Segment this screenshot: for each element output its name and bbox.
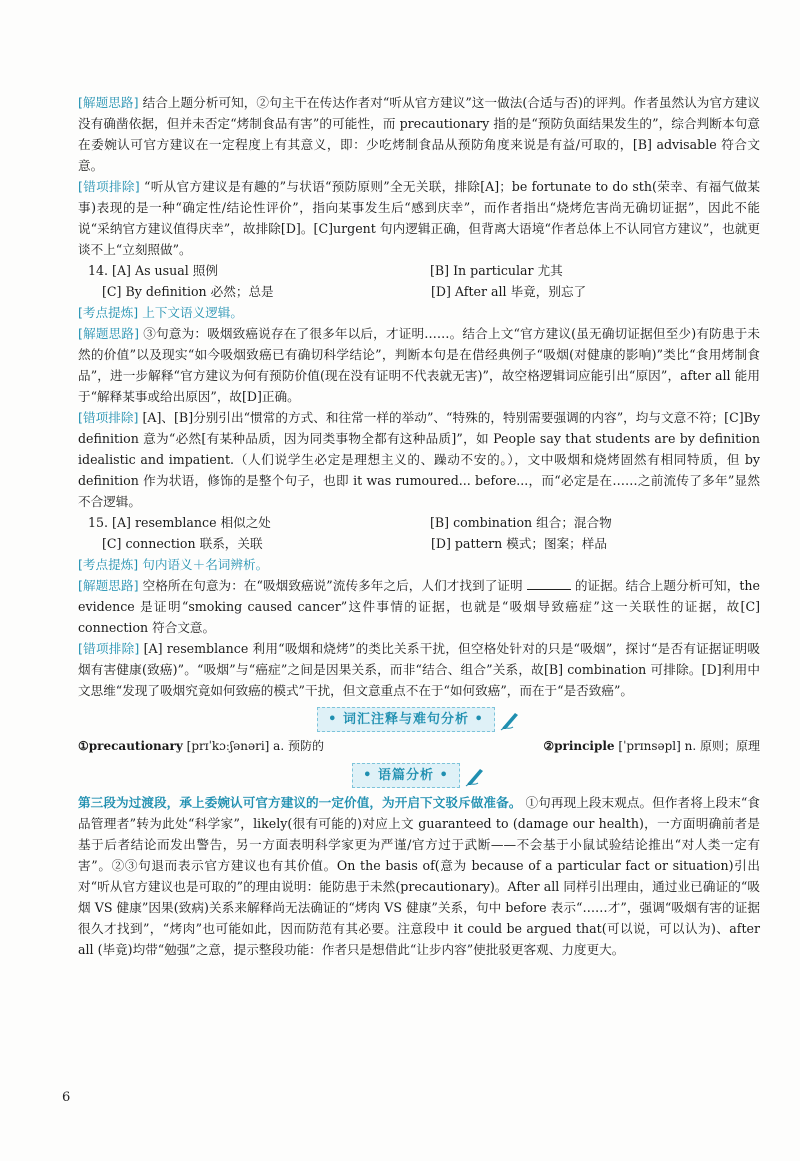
vocab-def-1: [prɪˈkɔːʃənəri] a. 预防的 bbox=[186, 739, 324, 753]
vocab-banner-label: • 词汇注释与难句分析 • bbox=[317, 707, 495, 732]
text: 空格所在句意为：在“吸烟致癌说”流传多年之后，人们才找到了证明 bbox=[142, 578, 523, 593]
vocab-row bbox=[78, 736, 760, 757]
page-number: 6 bbox=[62, 1090, 71, 1105]
text: 结合上题分析可知，②句主干在传达作者对“听从官方建议”这一做法(合适与否)的评判。作者虽然认为官方建议没有确凿依据，但并未否定“烤制食品有害”的可能性，而 precautionary 指的是“预防负面结果发生的”，综合判断本句意在委婉认可官方建议在一定程度上有其意义，即：少吃烤制食品从预防角度来说是有益/可取的，[B] advisable 符合文意。 bbox=[78, 95, 761, 173]
testpoint-paragraph-15 bbox=[78, 554, 760, 575]
tag-elimination: [错项排除] bbox=[78, 410, 139, 425]
option-d: [D] pattern 模式；图案；样品 bbox=[431, 536, 607, 551]
option-c: [C] By definition 必然；总是 bbox=[102, 284, 274, 299]
solution-paragraph-13 bbox=[78, 92, 760, 176]
testpoint-text: 句内语义＋名词辨析。 bbox=[142, 557, 269, 572]
option-d: [D] After all 毕竟，别忘了 bbox=[431, 284, 587, 299]
text: “听从官方建议是有趣的”与状语“预防原则”全无关联，排除[A]；be fortunate to do sth(荣幸、有福气做某事)表现的是一种“确定性/结论性评价”，指向某事发生后“感到庆幸”，而作者指出“烧烤危害尚无确切证据”，因此不能说“采纳官方建议值得庆幸”，故排除[D]。[C]urgent 句内逻辑正确，但背离大语境“作者总体上不认同官方建议”，也就更谈不上“立刻照做”。 bbox=[78, 179, 761, 257]
tag-solution: [解题思路] bbox=[78, 95, 139, 110]
option-c: [C] connection 联系，关联 bbox=[102, 536, 263, 551]
analysis-banner bbox=[78, 763, 760, 788]
tag-solution: [解题思路] bbox=[78, 578, 139, 593]
vocab-def-2: [ˈprɪnsəpl] n. 原则；原理 bbox=[618, 739, 760, 753]
content bbox=[78, 92, 760, 960]
text: 的证据。结合上题分析可知，the evidence 是证明“smoking caused cancer”这件事情的证据，也就是“吸烟导致癌症”这一关联性的证据，故[C] connection 符合文意。 bbox=[78, 578, 760, 635]
text: [A] resemblance 利用“吸烟和烧烤”的类比关系干扰，但空格处针对的只是“吸烟”，探讨“是否有证据证明吸烟有害健康(致癌)”。“吸烟”与“癌症”之间是因果关系，而非“结合、组合”关系，故[B] combination 可排除。[D]利用中文思维“发现了吸烟究竟如何致癌的模式”干扰，但文意重点不在于“如何致癌”，而在于“是否致癌”。 bbox=[78, 641, 760, 698]
elimination-paragraph-13 bbox=[78, 176, 760, 260]
pen-icon bbox=[464, 765, 486, 787]
analysis-lead: 第三段为过渡段，承上委婉认可官方建议的一定价值，为开启下文驳斥做准备。 bbox=[78, 795, 522, 810]
vocab-word-2: ②principle bbox=[543, 739, 615, 753]
analysis-banner-label: • 语篇分析 • bbox=[352, 763, 460, 788]
tag-elimination: [错项排除] bbox=[78, 641, 140, 656]
solution-paragraph-14 bbox=[78, 323, 760, 407]
tag-elimination: [错项排除] bbox=[78, 179, 140, 194]
vocab-banner bbox=[78, 707, 760, 732]
question-15-options bbox=[78, 512, 760, 554]
question-number: 14. bbox=[88, 263, 109, 278]
text: ③句意为：吸烟致癌说存在了很多年以后，才证明……。结合上文“官方建议(虽无确切证据但至少)有防患于未然的价值”以及现实“如今吸烟致癌已有确切科学结论”，判断本句是在借经典例子“吸烟(对健康的影响)”类比“食用烤制食品”，进一步解释“官方建议为何有预防价值(现在没有证明不代表就无害)”，故空格逻辑词应能引出“原因”，after all 能用于“解释某事或给出原因”，故[D]正确。 bbox=[78, 326, 760, 404]
elimination-paragraph-14 bbox=[78, 407, 760, 512]
elimination-paragraph-15 bbox=[78, 638, 760, 701]
question-number: 15. bbox=[88, 515, 109, 530]
testpoint-text: 上下文语义逻辑。 bbox=[142, 305, 243, 320]
option-a: [A] resemblance 相似之处 bbox=[112, 515, 271, 530]
solution-paragraph-15 bbox=[78, 575, 760, 638]
option-a: [A] As usual 照例 bbox=[112, 263, 218, 278]
analysis-text: ①句再现上段末观点。但作者将上段末“食品管理者”转为此处“科学家”，likely(很有可能的)对应上文 guaranteed to (damage our health)，一方面明确前者是基于后者结论而发出警告，另一方面表明科学家更为严谨/官方过于武断——不会基于小鼠试验结论推出“对人类一定有害”。②③句退而表示官方建议也有其价值。On the basis of(意为 because of a particular fact or situation)引出对“听从官方建议也是可取的”的理由说明：能防患于未然(precautionary)。After all 同样引出理由，通过业已确证的“吸烟 VS 健康”因果(致病)关系来解释尚无法确证的“烤肉 VS 健康”关系，句中 before 表示“……才”，强调“吸烟有害的证据很久才找到”，“烤肉”也可能如此，因而防范有其必要。注意段中 it could be argued that(可以说，可以认为)、after all (毕竟)均带“勉强”之意，提示整段功能：作者只是想借此“让步内容”使批驳更客观、力度更大。 bbox=[78, 795, 760, 957]
option-b: [B] In particular 尤其 bbox=[430, 263, 563, 278]
pen-icon bbox=[499, 709, 521, 731]
vocab-word-1: ①precautionary bbox=[78, 739, 183, 753]
question-14-options bbox=[78, 260, 760, 302]
option-b: [B] combination 组合；混合物 bbox=[430, 515, 612, 530]
tag-solution: [解题思路] bbox=[78, 326, 140, 341]
text: [A]、[B]分别引出“惯常的方式、和往常一样的举动”、“特殊的，特别需要强调的内容”，均与文意不符；[C]By definition 意为“必然[有某种品质，因为同类事物全都有这种品质]”，如 People say that students are by definition idealistic and impatient.（人们说学生必定是理想主义的、躁动不安的。），文中吸烟和烧烤固然有相同特质，但 by definition 作为状语，修饰的是整个句子，也即 it was rumoured... before...，而“必定是在……之前流传了多年”显然不合逻辑。 bbox=[78, 410, 761, 509]
tag-testpoint: [考点提炼] bbox=[78, 305, 139, 320]
discourse-analysis bbox=[78, 792, 760, 960]
tag-testpoint: [考点提炼] bbox=[78, 557, 139, 572]
testpoint-paragraph-14 bbox=[78, 302, 760, 323]
answer-blank bbox=[527, 577, 571, 590]
